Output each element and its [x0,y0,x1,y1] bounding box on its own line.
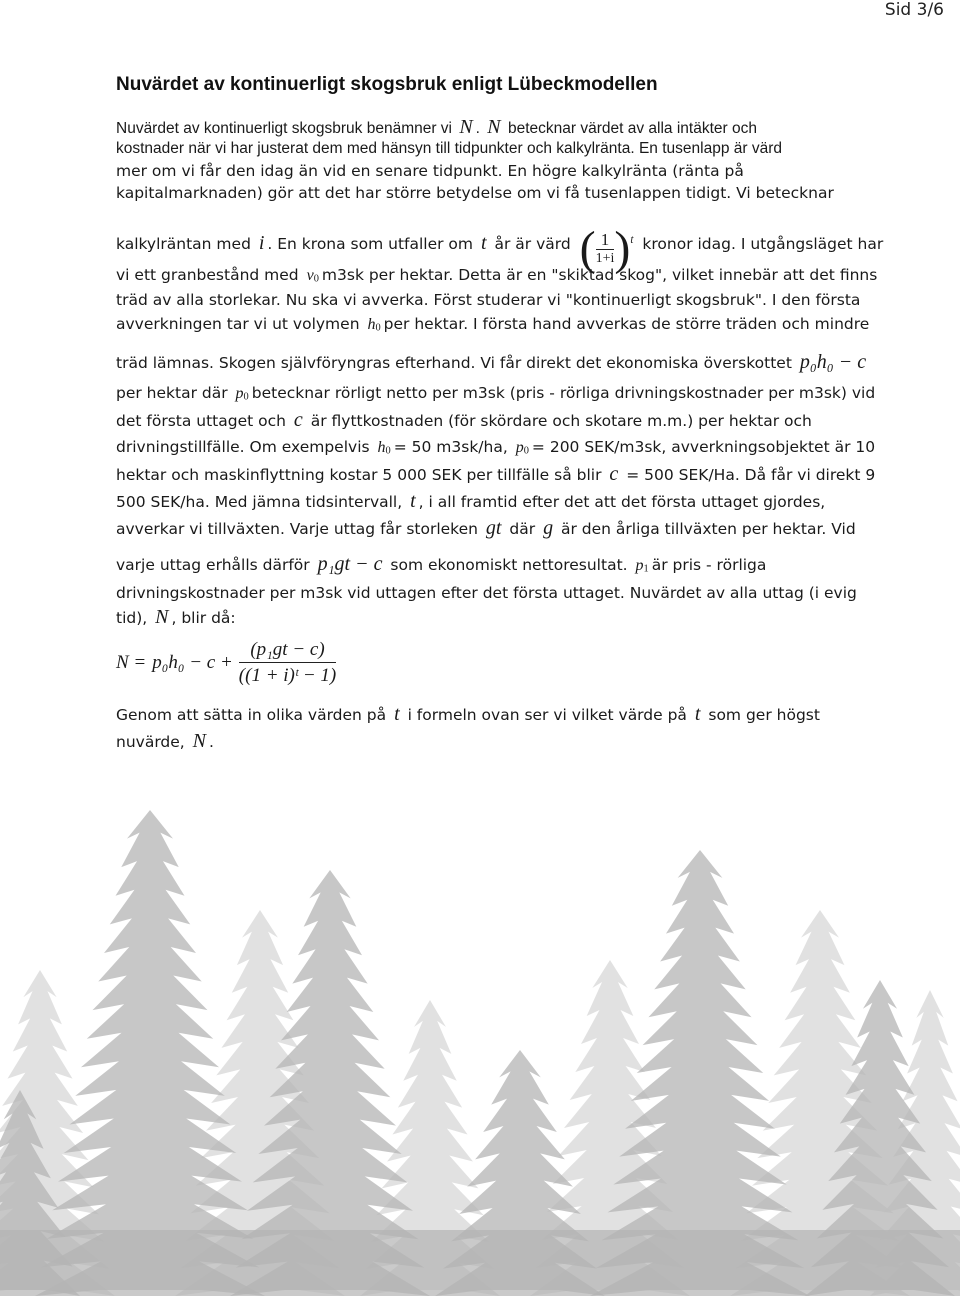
text-line [116,262,878,289]
text-segment: varje uttag erhålls därför [116,556,310,574]
text-segment: nuvärde, [116,733,185,751]
symbol-v0: v0 [306,267,319,285]
exponent-t: t [630,234,634,246]
text-segment: , i all framtid efter det att det första uttaget gjordes, [418,493,826,511]
text-line: drivningskostnader per m3sk vid uttagen efter det första uttaget. Nuvärdet av alla uttag (i evig [116,584,857,602]
symbol-n: N [487,116,501,138]
text-segment: , blir då: [171,609,236,627]
text-segment: kalkylräntan med [116,234,251,253]
text-line [116,380,876,407]
npv-formula [116,639,846,687]
text-line [116,604,846,631]
text-segment: träd lämnas. Skogen självföryngras efterhand. Vi får direkt det ekonomiska överskottet [116,354,792,372]
text-segment: tid), [116,609,148,627]
text-line [116,116,846,138]
text-segment: i formeln ovan ser vi vilket värde på [407,706,687,724]
symbol-p0: p0 [235,385,249,403]
symbol-n: N [192,730,207,752]
text-segment: m3sk per hektar. Detta är en "skiktad skog", vilket innebär att det finns [321,266,878,284]
document-body [116,74,884,755]
text-line [116,515,856,542]
text-line [116,434,876,461]
page-number: Sid 3/6 [884,0,944,20]
expression-p0h0-minus-c: p₀h₀ − c [799,351,867,373]
symbol-i: i [258,231,265,254]
text-line [116,407,846,434]
text-segment: 500 SEK/ha. Med jämna tidsintervall, [116,493,403,511]
symbol-t: t [410,490,416,512]
paragraph [116,116,884,755]
fraction-denominator: 1+i [595,250,615,266]
symbol-h0: h0 [367,316,381,334]
text-segment: = 50 m3sk/ha, [393,438,508,456]
symbol-t: t [394,703,400,725]
text-segment: betecknar rörligt netto per m3sk (pris - rörliga drivningskostnader per m3sk) vid [251,384,876,402]
text-segment: avverkar vi tillväxten. Varje uttag får storleken [116,520,478,538]
symbol-c: c [609,463,619,485]
text-segment: vi ett granbestånd med [116,266,299,284]
fraction-numerator: 1 [596,231,615,250]
ground-band [0,1230,960,1296]
text-line [116,311,870,338]
text-segment: Nuvärdet av kontinuerligt skogsbruk benämner vi [116,120,453,137]
text-line: kostnader när vi har justerat dem med hänsyn till tidpunkter och kalkylränta. En tusenlapp är värd [116,140,782,157]
expression-p1gt-minus-c: p₁gt − c [317,553,383,575]
formula-numerator: (p₁gt − c) [239,639,336,663]
text-line: kapitalmarknaden) gör att det har större betydelse om vi få tusenlappen tidigt. Vi betecknar [116,184,834,202]
symbol-t: t [694,703,701,725]
text-segment: per hektar där [116,384,228,402]
text-segment: . [475,120,480,137]
symbol-n: N [459,116,473,138]
symbol-gt: gt [485,517,502,539]
text-segment: hektar och maskinflyttning kostar 5 000 SEK per tillfälle så blir [116,466,602,484]
formula-lhs: N = [116,652,147,673]
text-segment: . [209,733,214,751]
symbol-n: N [155,606,169,628]
text-segment: är pris - rörliga [651,556,767,574]
text-segment: år är värd [494,234,571,253]
text-line: mer om vi får den idag än vid en senare tidpunkt. En högre kalkylränta (ränta på [116,162,744,180]
text-segment: som ger högst [708,706,820,724]
text-line [116,344,867,380]
symbol-t: t [480,231,487,254]
text-segment: där [509,520,536,538]
text-line [116,728,846,755]
text-segment: det första uttaget och [116,412,286,430]
text-segment: avverkningen tar vi ut volymen [116,315,360,333]
text-segment: per hektar. I första hand avverkas de större träden och mindre [383,315,870,333]
text-line [116,488,846,515]
formula-denominator: ((1 + i)ᵗ − 1) [238,665,337,686]
symbol-p1: p1 [635,557,649,575]
formula-fraction [239,639,336,687]
text-segment: kronor idag. I utgångsläget har [642,234,884,253]
text-segment: Genom att sätta in olika värden på [116,706,387,724]
section-heading: Nuvärdet av kontinuerligt skogsbruk enligt Lübeckmodellen [116,74,658,95]
text-line [116,461,876,488]
text-segment: är flyttkostnaden (för skördare och skotare m.m.) per hektar och [310,412,812,430]
formula-first-term: p₀h₀ − c + [152,652,233,673]
symbol-h0: h0 [377,439,391,457]
text-line [116,546,846,582]
text-segment: är den årliga tillväxten per hektar. Vid [561,520,856,538]
text-line: träd av alla storlekar. Nu ska vi avverka. Först studerar vi "kontinuerligt skogsbruk". I den första [116,291,861,309]
text-segment: som ekonomiskt nettoresultat. [390,556,628,574]
text-segment: drivningstillfälle. Om exempelvis [116,438,370,456]
symbol-p0: p0 [515,439,529,457]
text-segment: betecknar värdet av alla intäkter och [507,120,757,137]
text-line [116,701,846,728]
forest-silhouette-background [0,790,960,1296]
text-segment: = 200 SEK/m3sk, avverkningsobjektet är 10 [531,438,876,456]
symbol-c: c [293,409,303,431]
text-segment: = 500 SEK/Ha. Då får vi direkt 9 [626,466,876,484]
symbol-g: g [543,517,554,539]
discount-factor: ( $\frac{1}{1+i}$ )$^t$ [579,222,634,276]
text-segment: . En krona som utfaller om [267,234,474,253]
